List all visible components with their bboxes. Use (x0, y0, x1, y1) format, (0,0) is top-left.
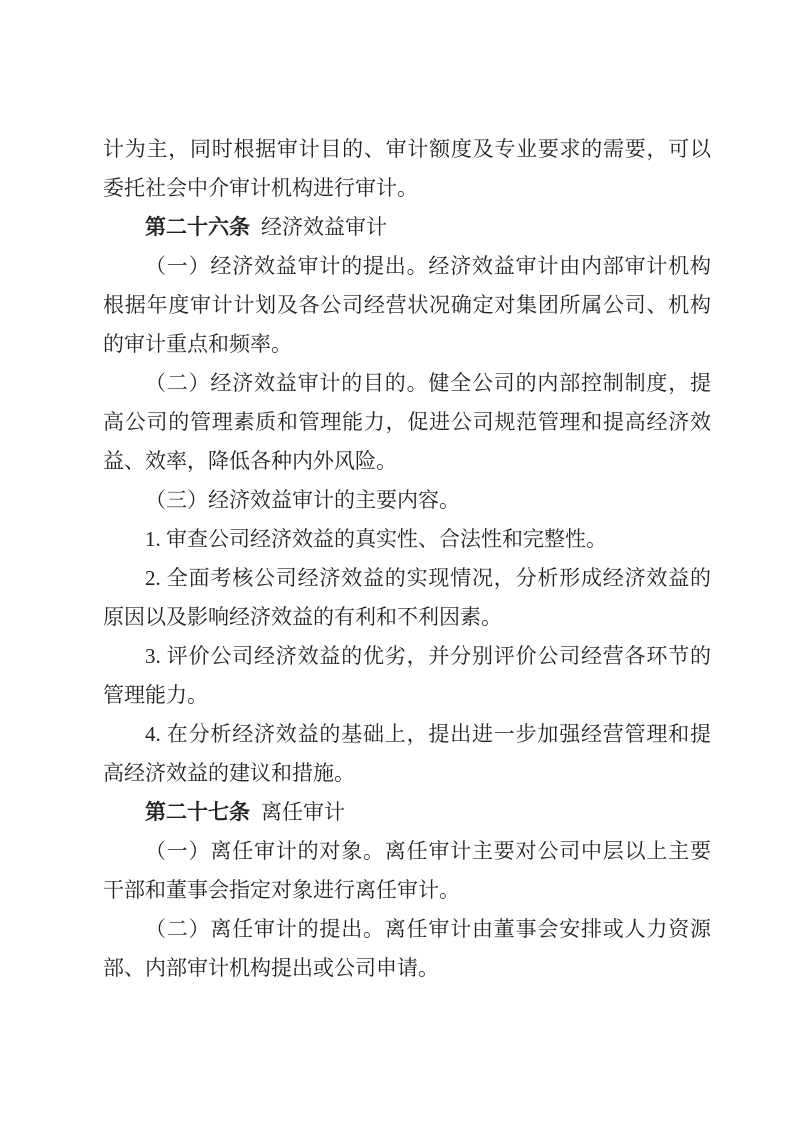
document-line: 管理能力。 (103, 683, 208, 707)
article-number: 第二十七条 (145, 800, 250, 824)
document-line: 高公司的管理素质和管理能力，促进公司规范管理和提高经济效 (103, 410, 711, 434)
document-content (103, 130, 711, 988)
article-number: 第二十六条 (145, 215, 250, 239)
document-line: 原因以及影响经济效益的有利和不利因素。 (103, 605, 502, 629)
document-line: （三）经济效益审计的主要内容。 (145, 488, 460, 512)
document-line: 的审计重点和频率。 (103, 332, 292, 356)
document-line: 2. 全面考核公司经济效益的实现情况，分析形成经济效益的 (145, 566, 711, 590)
document-line: 干部和董事会指定对象进行离任审计。 (103, 878, 460, 902)
article-heading (103, 793, 711, 832)
document-line: 委托社会中介审计机构进行审计。 (103, 176, 418, 200)
document-line: 4. 在分析经济效益的基础上，提出进一步加强经营管理和提 (145, 722, 711, 746)
document-line: （一）经济效益审计的提出。经济效益审计由内部审计机构 (145, 254, 711, 278)
article-heading (103, 208, 711, 247)
document-line: 部、内部审计机构提出或公司申请。 (103, 956, 439, 980)
document-line: 高经济效益的建议和措施。 (103, 761, 355, 785)
document-line: 根据年度审计计划及各公司经营状况确定对集团所属公司、机构 (103, 293, 711, 317)
article-title: 经济效益审计 (261, 215, 387, 239)
document-line: 3. 评价公司经济效益的优劣，并分别评价公司经营各环节的 (145, 644, 711, 668)
document-line: 计为主，同时根据审计目的、审计额度及专业要求的需要，可以 (103, 137, 711, 161)
article-title: 离任审计 (261, 800, 345, 824)
document-line: （二）离任审计的提出。离任审计由董事会安排或人力资源 (145, 917, 711, 941)
document-line: 益、效率，降低各种内外风险。 (103, 449, 397, 473)
document-line: （二）经济效益审计的目的。健全公司的内部控制制度，提 (145, 371, 711, 395)
document-line: （一）离任审计的对象。离任审计主要对公司中层以上主要 (145, 839, 711, 863)
document-line: 1. 审查公司经济效益的真实性、合法性和完整性。 (145, 527, 607, 551)
